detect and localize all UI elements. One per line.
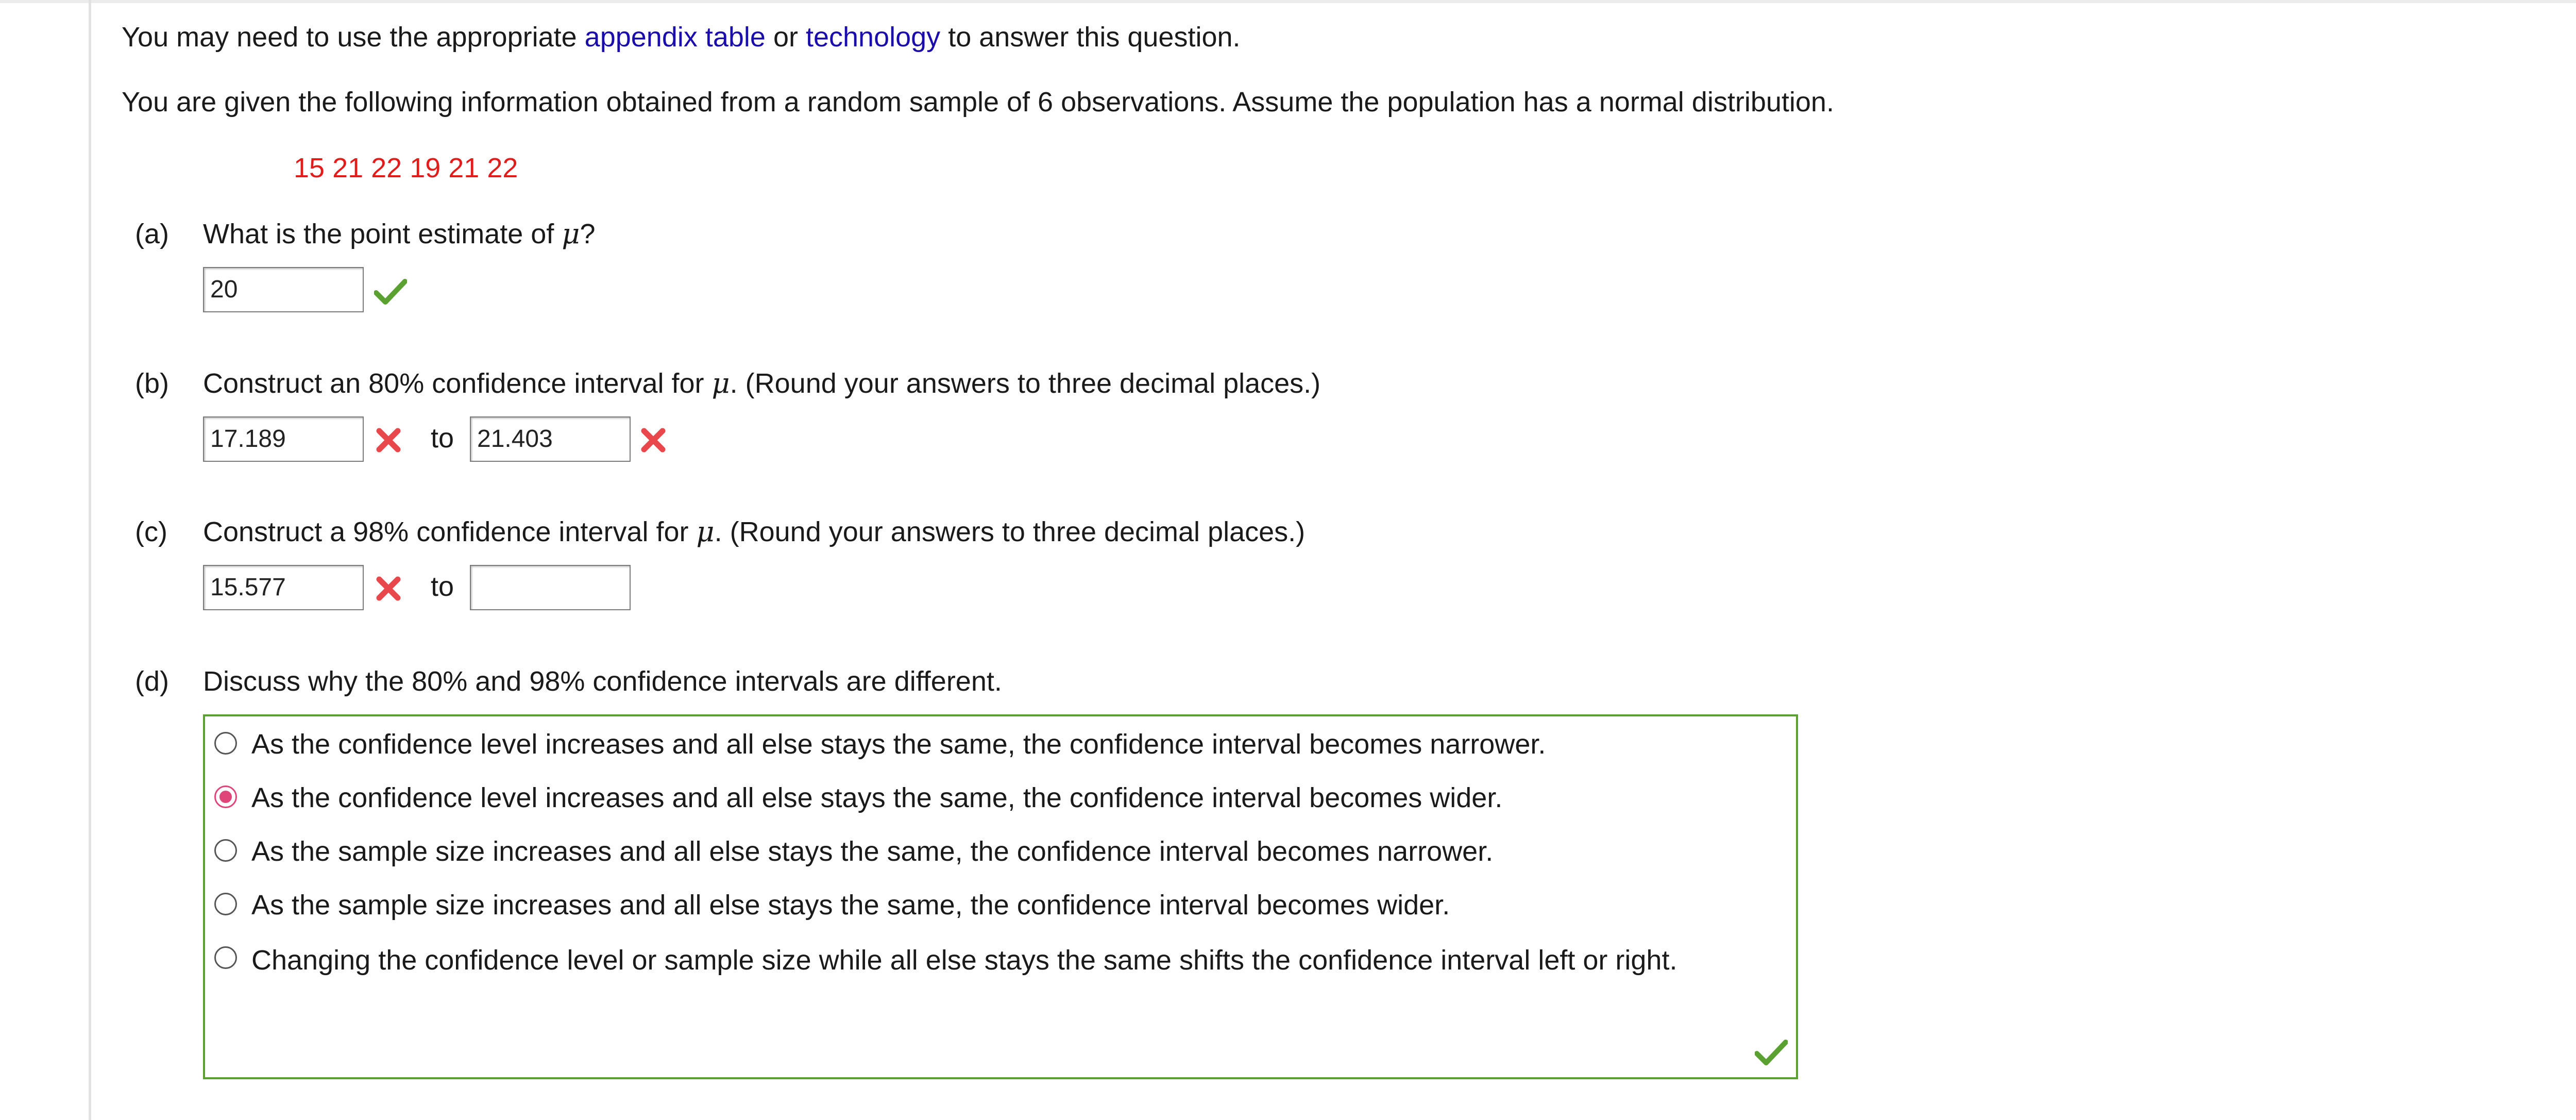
instructions-middle: or	[765, 22, 806, 53]
sample-data: 15 21 22 19 21 22	[294, 153, 518, 183]
part-d-label: (d)	[135, 666, 169, 697]
radio-button[interactable]	[214, 732, 237, 755]
choice-text: As the confidence level increases and all else stays the same, the confidence interval becomes wider.	[251, 782, 1503, 813]
part-c-lower-input[interactable]: 15.577	[203, 565, 364, 610]
part-b-lower-input[interactable]: 17.189	[203, 416, 364, 462]
choice-text: As the sample size increases and all else stays the same, the confidence interval becomes narrower.	[251, 836, 1494, 867]
part-a-question: What is the point estimate of μ?	[203, 218, 596, 250]
radio-button-selected[interactable]	[214, 785, 237, 808]
part-b-upper-input[interactable]: 21.403	[470, 416, 631, 462]
part-a-label: (a)	[135, 219, 169, 249]
radio-button[interactable]	[214, 946, 237, 969]
left-margin-rule	[89, 0, 91, 1120]
appendix-table-link[interactable]: appendix table	[584, 22, 766, 53]
mu-symbol: μ	[711, 367, 730, 399]
mu-symbol: μ	[696, 515, 715, 548]
part-d-question: Discuss why the 80% and 98% confidence intervals are different.	[203, 666, 1002, 697]
check-icon	[374, 277, 407, 306]
check-icon	[1755, 1038, 1788, 1067]
part-b-label: (b)	[135, 368, 169, 399]
radio-button[interactable]	[214, 893, 237, 915]
part-c-upper-input[interactable]	[470, 565, 631, 610]
part-b-question: Construct an 80% confidence interval for μ. (Round your answers to three decimal places.)	[203, 367, 1321, 399]
part-a-answer-input[interactable]: 20	[203, 267, 364, 312]
instructions-line	[122, 21, 1241, 54]
part-c-to-label: to	[431, 571, 454, 602]
x-mark-icon	[374, 574, 403, 603]
problem-intro: You are given the following information obtained from a random sample of 6 observations. Assume the population has a normal distribution.	[122, 87, 1834, 118]
technology-link[interactable]: technology	[805, 22, 941, 53]
choice-text: As the confidence level increases and all else stays the same, the confidence interval becomes narrower.	[251, 729, 1546, 760]
instructions-suffix: to answer this question.	[940, 22, 1241, 53]
part-b-to-label: to	[431, 423, 454, 454]
choice-text: Changing the confidence level or sample size while all else stays the same shifts the confidence interval left or right.	[251, 945, 1677, 976]
instructions-prefix: You may need to use the appropriate	[122, 22, 585, 53]
mu-symbol: μ	[562, 218, 580, 250]
part-d-choices-group	[203, 714, 1798, 1079]
x-mark-icon	[374, 426, 403, 455]
part-c-label: (c)	[135, 516, 167, 547]
part-c-question: Construct a 98% confidence interval for μ. (Round your answers to three decimal places.)	[203, 515, 1306, 548]
radio-button[interactable]	[214, 839, 237, 862]
choice-text: As the sample size increases and all else stays the same, the confidence interval becomes wider.	[251, 890, 1450, 921]
top-divider	[0, 0, 2576, 3]
x-mark-icon	[639, 426, 668, 455]
